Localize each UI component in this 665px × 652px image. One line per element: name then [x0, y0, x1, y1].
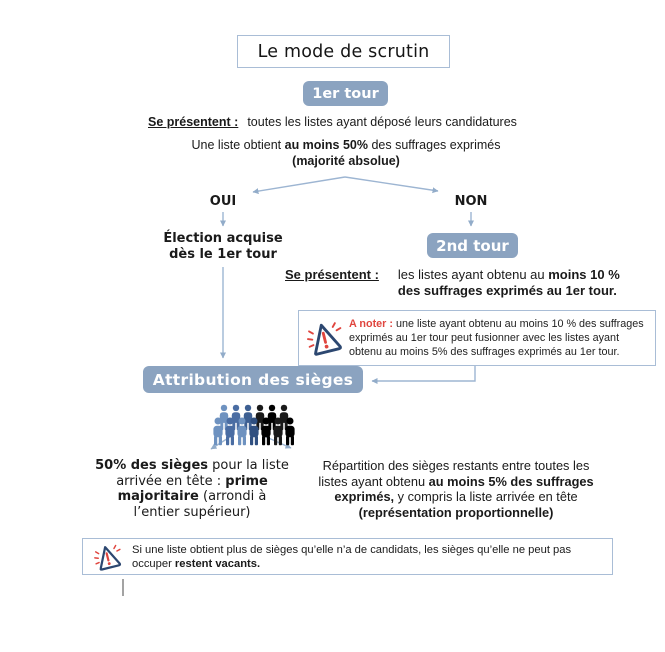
- alert-triangle-icon: [93, 540, 123, 574]
- arrow-elbow-round2-to-attribution: [372, 366, 475, 381]
- round2-present-bold: moins 10 %: [548, 267, 620, 282]
- seats-left-line3: [72, 489, 312, 505]
- round2-present-line2: des suffrages exprimés au 1er tour.: [397, 282, 617, 298]
- round1-condition-line2: (majorité absolue): [292, 154, 400, 168]
- seats-right-l2-pre: listes ayant obtenu: [318, 473, 429, 489]
- round1-participants: [148, 115, 517, 129]
- seats-left-line1: [72, 458, 312, 474]
- seats-left-line2: [72, 474, 312, 490]
- condition-rest: des suffrages exprimés: [368, 138, 501, 152]
- page-title-text: Le mode de scrutin: [257, 41, 430, 62]
- seats-left-rule: [72, 458, 312, 520]
- note-box: [298, 310, 656, 366]
- seats-left-l1-rest: pour la liste: [208, 458, 289, 473]
- seats-left-l1-bold: 50% des sièges: [95, 458, 209, 473]
- badge-2nd-tour: 2nd tour: [427, 233, 518, 258]
- round2-participants: [285, 267, 620, 298]
- round1-outcome-line1: Élection acquise: [163, 231, 283, 246]
- seats-right-l2-bold: au moins 5% des suffrages: [428, 473, 594, 489]
- seats-left-line4: l’entier supérieur): [133, 504, 251, 520]
- badge-attribution: Attribution des sièges: [143, 366, 363, 393]
- arrow-branch-non: [345, 177, 438, 191]
- round1-outcome: [138, 231, 308, 262]
- note-line3: obtenu au moins 5% des suffrages exprimés au 1er tour.: [349, 346, 620, 358]
- seats-right-l3-rest: y compris la liste arrivée en tête: [394, 489, 578, 504]
- round1-present-text: toutes les listes ayant déposé leurs candidatures: [247, 115, 517, 129]
- footer-note-box: [82, 538, 613, 575]
- seats-right-line1: Répartition des sièges restants entre toutes les: [322, 458, 590, 473]
- round2-present-label: Se présentent :: [285, 267, 379, 282]
- seats-right-rule: [295, 458, 617, 520]
- seats-left-l2-bold: prime: [225, 473, 268, 489]
- note-line1: [349, 317, 644, 331]
- seats-left-l2-pre: arrivée en tête :: [116, 473, 226, 489]
- seats-left-l3-rest: (arrondi à: [198, 489, 267, 504]
- stray-cursor-line: [122, 579, 124, 596]
- badge-1er-tour: 1er tour: [303, 81, 388, 106]
- footer-line2: [132, 557, 571, 571]
- footer-text: [132, 543, 571, 571]
- page-title: [237, 35, 450, 68]
- round2-present-pre: les listes ayant obtenu au: [397, 267, 549, 282]
- seats-right-l4-bold: (représentation proportionnelle): [358, 504, 554, 520]
- note-label: A noter :: [349, 318, 393, 330]
- crowd-icon: [208, 400, 300, 446]
- note-line1-text: une liste ayant obtenu au moins 10 % des suffrages: [392, 318, 644, 330]
- round2-present-text: [398, 267, 620, 298]
- note-text: [349, 317, 644, 359]
- branch-oui-label: OUI: [209, 194, 237, 209]
- round1-present-label: Se présentent :: [148, 115, 239, 129]
- branch-non-label: NON: [454, 194, 488, 209]
- footer-line1: Si une liste obtient plus de sièges qu’elle n’a de candidats, les sièges qu’elle ne peut pas: [132, 543, 572, 556]
- arrow-branch-oui: [253, 177, 345, 192]
- round1-condition: [26, 137, 665, 169]
- seats-right-line3: [295, 489, 617, 505]
- seats-right-line2: [295, 474, 617, 490]
- footer-line2-pre: occuper: [132, 557, 175, 570]
- footer-line2-bold: restent vacants.: [174, 557, 261, 570]
- note-line2: exprimés au 1er tour peut fusionner avec les listes ayant: [349, 332, 620, 344]
- round1-condition-line1: [26, 137, 665, 153]
- seats-right-line4: [295, 505, 617, 521]
- condition-pre: Une liste obtient: [191, 138, 285, 152]
- alert-triangle-icon: [306, 316, 344, 360]
- seats-right-l3-bold: exprimés,: [334, 489, 395, 504]
- condition-bold: au moins 50%: [284, 138, 368, 152]
- round1-outcome-line2: dès le 1er tour: [169, 246, 277, 262]
- seats-left-l3-bold: majoritaire: [117, 489, 199, 504]
